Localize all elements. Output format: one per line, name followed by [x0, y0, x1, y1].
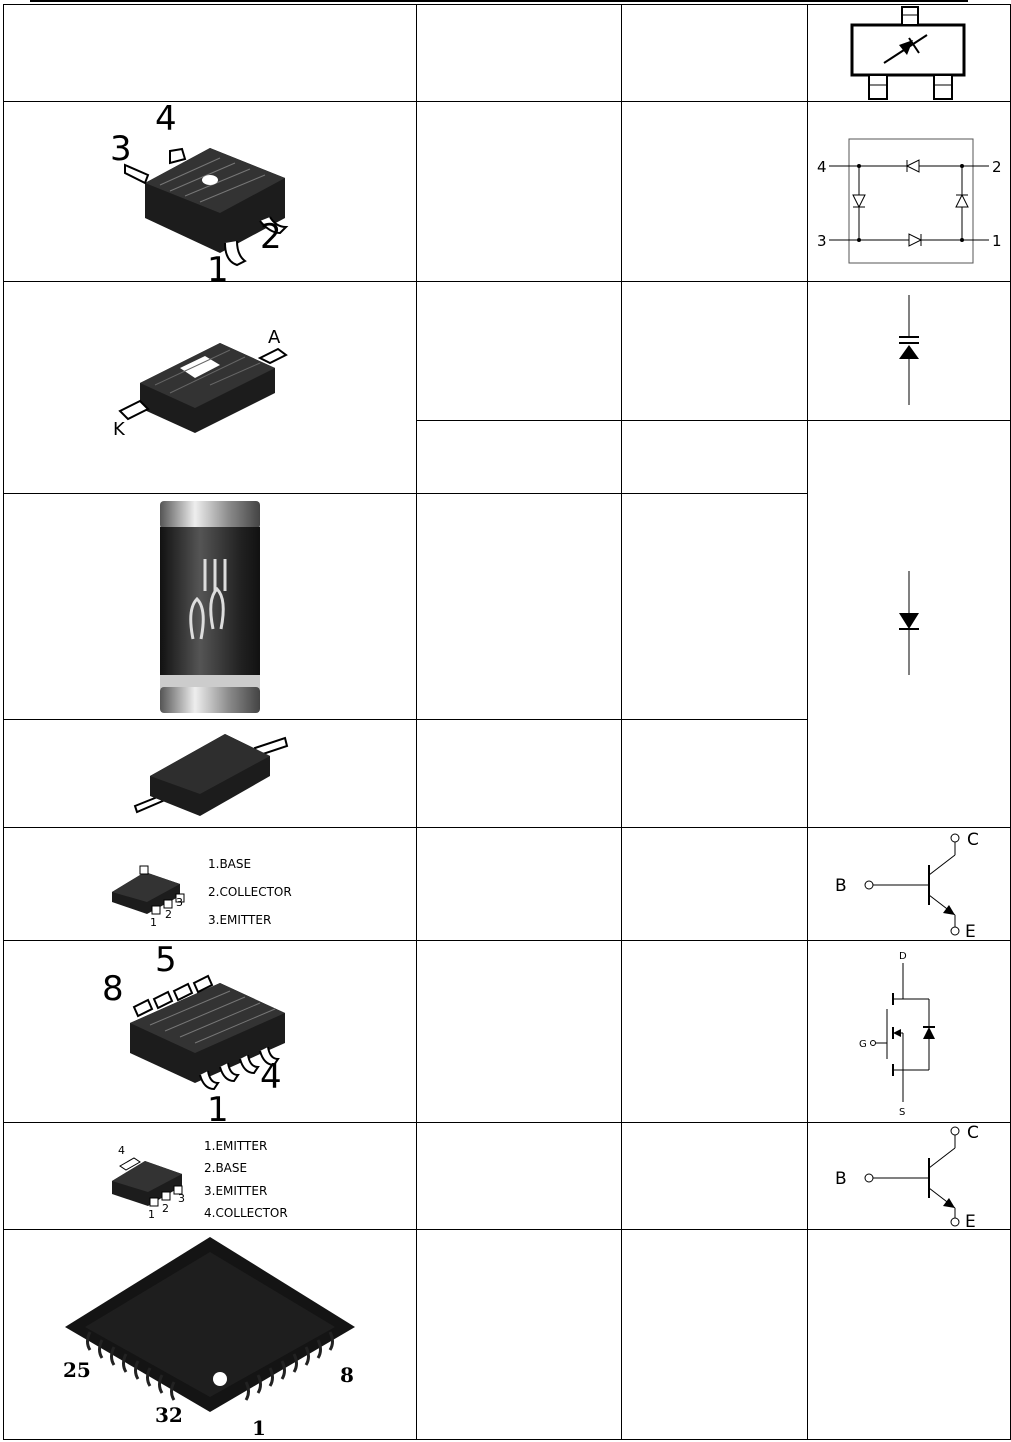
pin-description: 4.COLLECTOR [204, 1206, 288, 1220]
bridge-pin2-label: 2 [992, 157, 1002, 176]
emitter-label: E [965, 1212, 976, 1228]
sot143-package-icon [100, 103, 320, 281]
package-cell [4, 1123, 417, 1230]
bridge-pin4-label: 4 [817, 157, 827, 176]
sot23-package-icon [100, 834, 320, 934]
schematic-cell [808, 421, 1011, 828]
pin-description: 3.EMITTER [204, 1184, 268, 1198]
empty-cell [621, 720, 808, 828]
package-cell [4, 941, 417, 1123]
empty-cell [417, 421, 622, 494]
pin-number-2: 2 [165, 908, 173, 921]
empty-cell [417, 1230, 622, 1440]
pin-number-4: 4 [118, 1144, 126, 1157]
empty-cell [621, 282, 808, 421]
package-cell [4, 1230, 417, 1440]
emitter-label: E [965, 922, 976, 939]
gate-label: G [859, 1038, 867, 1050]
pin-description: 2.BASE [204, 1161, 248, 1175]
empty-cell [417, 102, 622, 282]
source-label: S [899, 1106, 906, 1117]
pin25-label: 25 [63, 1358, 91, 1382]
mosfet-icon [829, 947, 989, 1117]
table-row [4, 5, 1011, 102]
drain-label: D [899, 950, 907, 962]
zener-package-symbol-icon [809, 5, 1009, 101]
empty-cell [417, 1123, 622, 1230]
pin-number-3: 3 [178, 1192, 186, 1205]
component-table [3, 4, 1011, 1440]
pin-number-3: 3 [176, 896, 184, 909]
empty-cell [417, 282, 622, 421]
pin8-label: 8 [102, 968, 124, 1009]
schematic-cell [808, 941, 1011, 1123]
empty-cell [417, 494, 622, 720]
pin5-label: 5 [155, 942, 177, 980]
table-row [4, 1230, 1011, 1440]
cathode-label: K [113, 418, 125, 440]
empty-cell [417, 828, 622, 941]
table-row [4, 1123, 1011, 1230]
sot89-package-icon [100, 1126, 320, 1226]
schematic-cell [808, 1123, 1011, 1230]
pin1-label: 1 [252, 1416, 267, 1437]
diode-icon [889, 571, 929, 677]
package-cell [4, 282, 417, 494]
pin-description: 3.EMITTER [208, 913, 272, 927]
pin-description: 1.BASE [208, 857, 252, 871]
empty-cell [621, 494, 808, 720]
pin4-label: 4 [155, 102, 177, 139]
header-rule [30, 0, 968, 2]
schematic-cell [808, 5, 1011, 102]
npn-transistor-icon [809, 1124, 1009, 1228]
empty-cell [621, 421, 808, 494]
empty-cell [621, 1230, 808, 1440]
package-cell [4, 494, 417, 720]
pin-description: 2.COLLECTOR [208, 885, 292, 899]
varactor-diode-icon [889, 295, 929, 407]
pin32-label: 32 [155, 1403, 183, 1427]
empty-cell [621, 1123, 808, 1230]
pin3-label: 3 [110, 128, 132, 169]
base-label: B [835, 1169, 847, 1189]
table-row [4, 102, 1011, 282]
melf-package-icon [155, 499, 265, 715]
pin-description: 1.EMITTER [204, 1139, 268, 1153]
package-cell [4, 828, 417, 941]
so8-package-icon [100, 943, 320, 1121]
pin8-label: 8 [340, 1363, 355, 1387]
schematic-cell [808, 102, 1011, 282]
table-row [4, 282, 1011, 421]
pin-number-1: 1 [150, 916, 158, 929]
package-cell [4, 5, 417, 102]
base-label: B [835, 876, 847, 896]
collector-label: C [967, 1124, 980, 1143]
empty-cell [621, 102, 808, 282]
empty-cell [808, 1230, 1011, 1440]
bridge-rectifier-icon [809, 117, 1009, 267]
collector-label: C [967, 830, 980, 850]
pin-number-2: 2 [162, 1202, 170, 1215]
schematic-cell [808, 828, 1011, 941]
empty-cell [417, 941, 622, 1123]
empty-cell [621, 828, 808, 941]
table-row [4, 941, 1011, 1123]
pin1-label: 1 [207, 1089, 229, 1121]
bridge-pin3-label: 3 [817, 231, 827, 250]
lqfp32-package-icon [60, 1232, 360, 1437]
sod323-package-icon [110, 323, 310, 453]
pin-number-1: 1 [148, 1208, 156, 1221]
table-row [4, 828, 1011, 941]
pin2-label: 2 [260, 216, 282, 257]
package-cell [4, 720, 417, 828]
package-cell [4, 102, 417, 282]
pin4-label: 4 [260, 1056, 282, 1097]
sod123-package-icon [125, 726, 295, 822]
schematic-cell [808, 282, 1011, 421]
npn-transistor-icon [809, 829, 1009, 939]
empty-cell [621, 5, 808, 102]
bridge-pin1-label: 1 [992, 231, 1002, 250]
pin1-label: 1 [207, 249, 229, 281]
empty-cell [621, 941, 808, 1123]
empty-cell [417, 5, 622, 102]
anode-label: A [268, 326, 281, 348]
empty-cell [417, 720, 622, 828]
